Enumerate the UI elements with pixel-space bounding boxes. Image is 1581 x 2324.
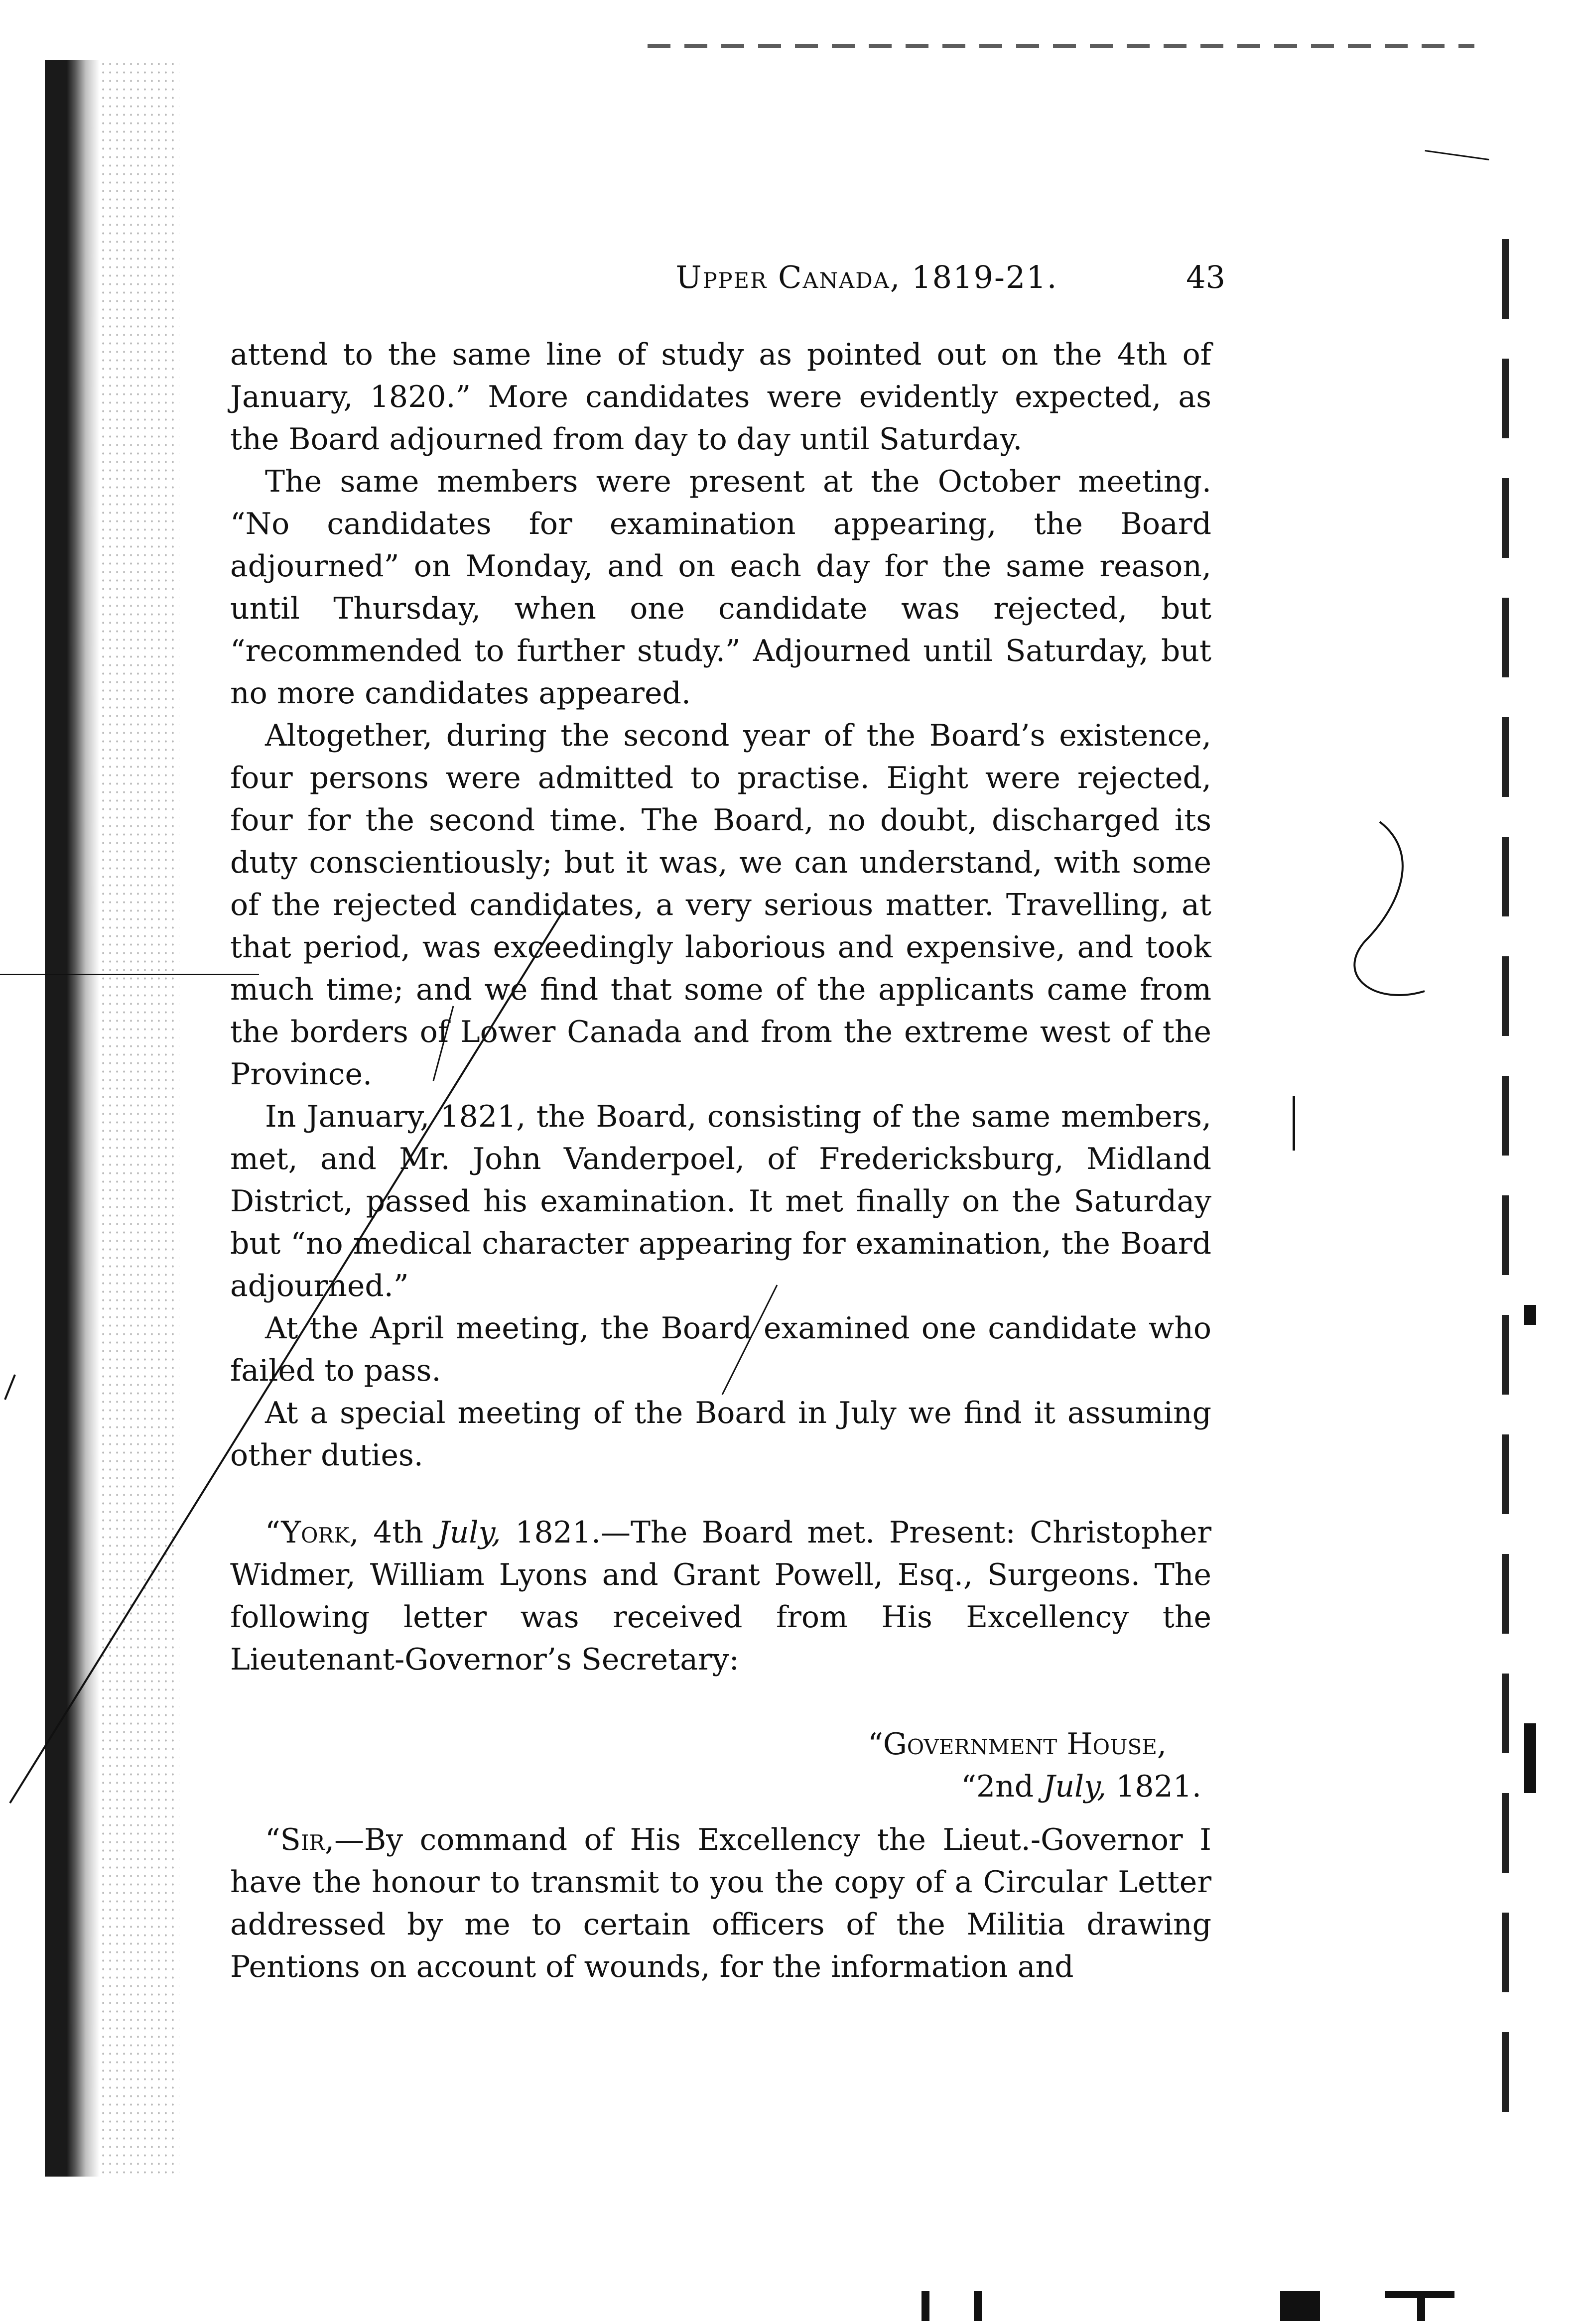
- letter-date: [230, 1766, 1211, 1808]
- paragraph: In January, 1821, the Board, consisting of the same members, met, and Mr. John Vanderpoel, of Fredericksburg, Midland District, passed his examination. It met finally on the Saturday but “no medical character appearing for examination, the Board adjourned.”: [230, 1099, 1211, 1303]
- minute-paragraph: [230, 1512, 1211, 1681]
- letter-date-prefix: “2nd: [961, 1769, 1044, 1804]
- paragraph: Altogether, during the second year of the Board’s existence, four persons were admitted to practise. Eight were rejected, four for the second time. The Board, no doubt, discharged its duty conscientiously; but it was, we can understand, with some of the rejected candidates, a very serious matter. Travelling, at that period, was exceedingly laborious and expensive, and took much time; and we find that some of the applicants came from the borders of Lower Canada and from the extreme west of the Province.: [230, 718, 1211, 1092]
- paragraph: attend to the same line of study as pointed out on the 4th of January, 1820.” More candidates were evidently expected, as the Board adjourned from day to day until Saturday.: [230, 337, 1211, 457]
- running-head: Upper Canada, 1819-21.: [675, 259, 1058, 295]
- letter-body: [230, 1819, 1211, 1988]
- letter-date-year: 1821.: [1106, 1769, 1201, 1804]
- minute-date-prefix: 4th: [359, 1515, 438, 1550]
- minute-text: 1821.—The Board met. Present: Christopher Widmer, William Lyons and Grant Powell, Esq., Surgeons. The following letter was received from His Excellency the Lieutenant-Governor’s Secretary:: [230, 1515, 1211, 1677]
- paragraph: At the April meeting, the Board examined one candidate who failed to pass.: [230, 1311, 1211, 1388]
- page-number: 43: [1186, 259, 1225, 295]
- letter-date-month: July,: [1043, 1769, 1107, 1804]
- letter-salutation: “Sir,: [265, 1822, 335, 1857]
- minute-date-month: July,: [437, 1515, 501, 1550]
- letter-text: —By command of His Excellency the Lieut.-Governor I have the honour to transmit to you the copy of a Circular Letter addressed by me to certain officers of the Militia drawing Pentions on account of wounds, for the information and: [230, 1822, 1211, 1984]
- minute-place: “York,: [265, 1515, 359, 1550]
- letter-heading: “Government House,: [868, 1727, 1167, 1762]
- body-text: [230, 334, 1211, 1988]
- paragraph: At a special meeting of the Board in July we find it assuming other duties.: [230, 1396, 1211, 1473]
- paragraph: The same members were present at the October meeting. “No candidates for examination appearing, the Board adjourned” on Monday, and on each day for the same reason, until Thursday, when one candidate was rejected, but “recommended to further study.” Adjourned until Saturday, but no more candidates appeared.: [230, 464, 1211, 711]
